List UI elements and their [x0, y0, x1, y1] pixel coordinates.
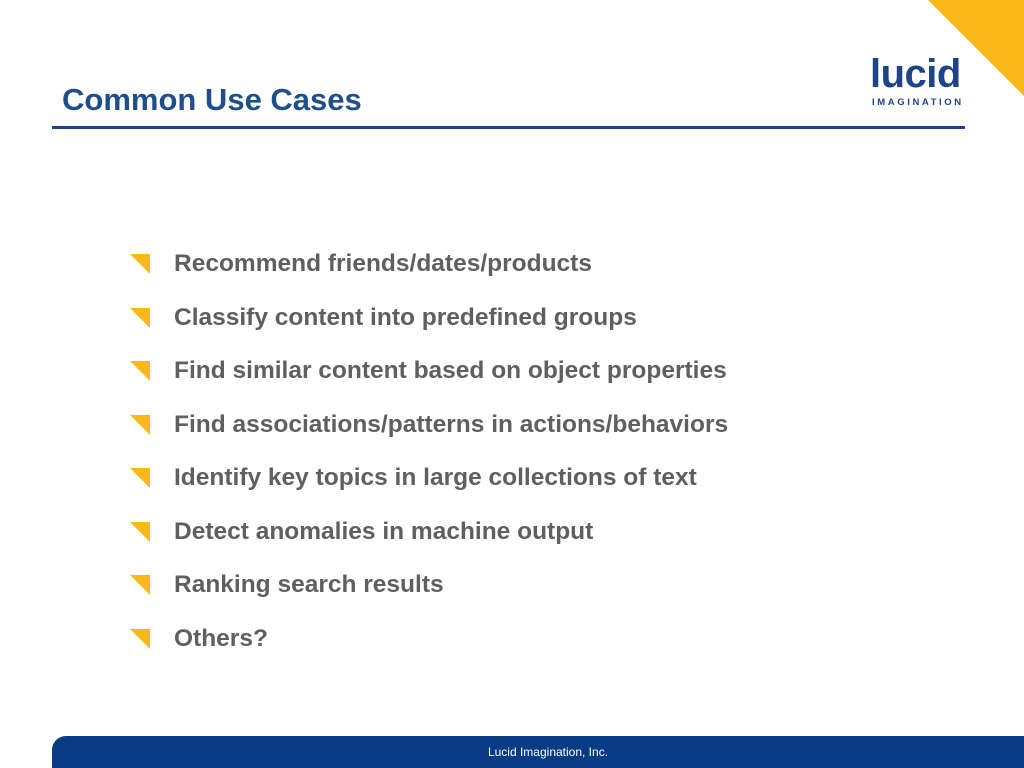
- slide-title: Common Use Cases: [62, 82, 362, 117]
- yellow-triangle-icon: [130, 415, 150, 435]
- title-divider: [52, 126, 965, 129]
- list-item-text: Others?: [174, 624, 268, 652]
- list-item-text: Ranking search results: [174, 571, 444, 598]
- list-item: [130, 459, 728, 513]
- yellow-triangle-icon: [130, 308, 150, 328]
- list-item: [130, 566, 728, 620]
- footer-bar: [52, 736, 1024, 768]
- list-item-text: Find similar content based on object properties: [174, 357, 727, 384]
- logo-wordmark: lucid: [870, 52, 961, 96]
- yellow-triangle-icon: [130, 629, 150, 649]
- list-item: [130, 406, 728, 460]
- list-item-text: Classify content into predefined groups: [174, 303, 637, 331]
- list-item: [130, 620, 728, 674]
- logo-subtitle: IMAGINATION: [872, 97, 964, 108]
- yellow-triangle-icon: [130, 522, 150, 542]
- use-case-list: [130, 245, 728, 673]
- list-item: [130, 299, 728, 353]
- yellow-triangle-icon: [130, 468, 150, 488]
- list-item: [130, 513, 728, 567]
- list-item-text: Detect anomalies in machine output: [174, 517, 594, 545]
- list-item: [130, 352, 728, 406]
- lucid-imagination-logo: [870, 52, 966, 110]
- list-item-text: Recommend friends/dates/products: [174, 250, 592, 277]
- list-item-text: Find associations/patterns in actions/behaviors: [174, 410, 729, 438]
- yellow-triangle-icon: [130, 361, 150, 381]
- footer-company-name: Lucid Imagination, Inc.: [487, 745, 609, 759]
- list-item-text: Identify key topics in large collections of text: [174, 464, 697, 491]
- list-item: [130, 245, 728, 299]
- yellow-triangle-icon: [130, 254, 150, 274]
- yellow-triangle-icon: [130, 575, 150, 595]
